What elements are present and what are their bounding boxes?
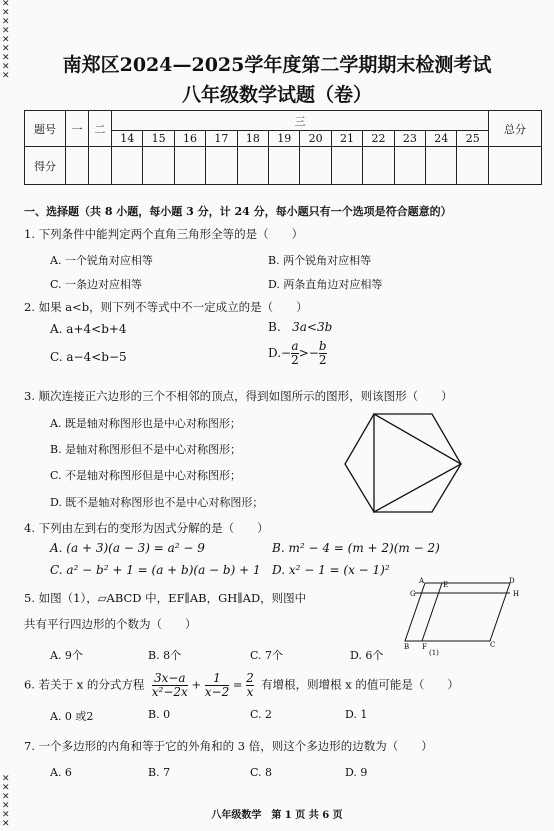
q6-stem-pre: 6. 若关于 x 的分式方程: [24, 677, 145, 692]
page-footer: 八年级数学 第 1 页 共 6 页: [211, 810, 343, 821]
q1-option-c[interactable]: C. 一条边对应相等: [50, 278, 143, 291]
fig-label-b: B: [404, 643, 410, 651]
score-cell[interactable]: [143, 147, 174, 185]
q2-option-c[interactable]: C. a−4<b−5: [50, 350, 127, 364]
sub-question-number: 19: [269, 131, 300, 147]
q1-option-a[interactable]: A. 一个锐角对应相等: [50, 254, 153, 267]
score-cell[interactable]: [457, 147, 489, 185]
frac-numerator: 2: [246, 671, 254, 685]
q7-stem: 7. 一个多边形的内角和等于它的外角和的 3 倍，则这个多边形的边数为（ ）: [24, 739, 433, 753]
sub-question-number: 25: [457, 131, 489, 147]
q5-stem-line2: 共有平行四边形的个数为（ ）: [24, 617, 197, 631]
q6-fraction-3: [246, 672, 254, 699]
q6-option-d[interactable]: D. 1: [345, 708, 368, 721]
score-cell[interactable]: [331, 147, 362, 185]
col-total: 总分: [489, 111, 542, 147]
q2-option-b-text: 3a<3b: [292, 320, 333, 334]
q4-option-a[interactable]: A. (a + 3)(a − 3) = a² − 9: [50, 541, 205, 555]
q6-fraction-2: [205, 672, 229, 699]
frac-numerator: 3x−a: [152, 672, 188, 686]
sub-question-number: 18: [237, 131, 268, 147]
q4-stem: 4. 下列由左到右的变形为因式分解的是（ ）: [24, 521, 269, 535]
score-cell[interactable]: [394, 147, 425, 185]
score-cell-total[interactable]: [489, 147, 542, 185]
q3-option-b[interactable]: B. 是轴对称图形但不是中心对称图形；: [50, 443, 242, 456]
q6-option-c[interactable]: C. 2: [250, 708, 273, 721]
frac-denominator: x−2: [204, 685, 230, 700]
frac-numerator: 1: [205, 672, 229, 686]
parallelogram-figure: [405, 577, 535, 657]
q6-option-b[interactable]: B. 0: [148, 708, 171, 721]
frac-numerator: a: [291, 339, 299, 353]
q1-option-b[interactable]: B. 两个锐角对应相等: [268, 254, 372, 267]
score-cell[interactable]: [66, 147, 89, 185]
q2-d-frac-a: [291, 340, 299, 367]
q3-option-a[interactable]: A. 既是轴对称图形也是中心对称图形；: [50, 417, 241, 430]
q6-equals: =: [232, 677, 243, 692]
q4-option-d[interactable]: D. x² − 1 = (x − 1)²: [272, 563, 390, 577]
sub-question-number: 23: [394, 131, 425, 147]
col-section-two: 二: [89, 111, 112, 147]
q2-stem: 2. 如果 a<b，则下列不等式中不一定成立的是（ ）: [24, 300, 308, 314]
q5-option-b[interactable]: B. 8个: [148, 649, 182, 662]
fig-caption: (1): [429, 649, 439, 657]
score-cell[interactable]: [89, 147, 112, 185]
q3-stem: 3. 顺次连接正六边形的三个不相邻的顶点，得到如图所示的图形，则该图形（ ）: [24, 389, 453, 403]
sub-question-number: 15: [143, 131, 174, 147]
fig-label-h: H: [513, 590, 520, 598]
score-cell[interactable]: [426, 147, 457, 185]
q2-option-b[interactable]: [268, 320, 332, 334]
q4-option-c[interactable]: C. a² − b² + 1 = (a + b)(a − b) + 1: [50, 563, 261, 577]
q5-option-c[interactable]: C. 7个: [250, 649, 284, 662]
score-cell[interactable]: [363, 147, 394, 185]
q6-option-a[interactable]: A. 0 或2: [50, 710, 94, 723]
q4-option-b[interactable]: B. m² − 4 = (m + 2)(m − 2): [272, 541, 440, 555]
q3-option-c[interactable]: C. 不是轴对称图形但是中心对称图形；: [50, 469, 242, 482]
q7-option-a[interactable]: A. 6: [50, 766, 72, 779]
sub-question-number: 17: [206, 131, 237, 147]
q7-option-d[interactable]: D. 9: [345, 766, 368, 779]
q1-stem: 1. 下列条件中能判定两个直角三角形全等的是（ ）: [24, 227, 304, 241]
fig-label-g: G: [410, 590, 416, 598]
fig-label-d: D: [509, 577, 515, 585]
sub-question-number: 16: [174, 131, 205, 147]
hexagon-figure: [340, 408, 470, 518]
q6-plus: +: [191, 677, 202, 692]
score-cell[interactable]: [300, 147, 331, 185]
fig-label-f: F: [422, 643, 427, 651]
frac-denominator: 2: [291, 353, 299, 368]
q3-option-d[interactable]: D. 既不是轴对称图形也不是中心对称图形；: [50, 496, 264, 509]
sub-question-number: 24: [426, 131, 457, 147]
fig-label-e: E: [443, 581, 449, 589]
frac-denominator: x: [246, 685, 254, 700]
section1-header: 一、选择题（共 8 小题，每小题 3 分，计 24 分，每小题只有一个选项是符合题意的）: [24, 205, 452, 218]
score-cell[interactable]: [269, 147, 300, 185]
q7-option-c[interactable]: C. 8: [250, 766, 273, 779]
col-section-one: 一: [66, 111, 89, 147]
fig-label-c: C: [490, 641, 496, 649]
q2-d-frac-b: [319, 340, 327, 367]
binding-margin-bottom: ✕ ✕ ✕ ✕ ✕ ✕: [2, 774, 10, 829]
frac-denominator: 2: [318, 353, 327, 368]
sub-question-number: 14: [112, 131, 143, 147]
score-table: [24, 110, 542, 185]
binding-margin-top: ✕ ✕ ✕ ✕ ✕ ✕ ✕ ✕ ✕: [2, 0, 10, 81]
q1-option-d[interactable]: D. 两条直角边对应相等: [268, 278, 383, 291]
score-cell[interactable]: [112, 147, 143, 185]
label-score: 得分: [25, 147, 66, 185]
q2-option-b-letter: B.: [268, 320, 281, 334]
frac-denominator: x²−2x: [151, 685, 188, 700]
q2-option-a[interactable]: A. a+4<b+4: [50, 322, 127, 336]
q6-fraction-1: [152, 672, 188, 699]
q6-stem: [24, 672, 459, 699]
col-section-three: 三: [112, 111, 489, 131]
exam-title: 南郑区2024—2025学年度第二学期期末检测考试: [62, 54, 492, 76]
sub-question-number: 22: [363, 131, 394, 147]
q2-option-d-letter: D.: [268, 346, 282, 361]
score-cell[interactable]: [174, 147, 205, 185]
q6-stem-post: 有增根，则增根 x 的值可能是（ ）: [261, 677, 459, 692]
label-question-number: 题号: [25, 111, 66, 147]
score-cell[interactable]: [206, 147, 237, 185]
q7-option-b[interactable]: B. 7: [148, 766, 171, 779]
score-cell[interactable]: [237, 147, 268, 185]
q2-option-d[interactable]: D.− $\frac{a}{2}$ >− $\frac{b}{2}$: [268, 339, 327, 368]
q5-option-a[interactable]: A. 9个: [50, 649, 83, 662]
frac-numerator: b: [318, 339, 327, 353]
exam-subtitle: 八年级数学试题（卷）: [181, 84, 372, 106]
q5-option-d[interactable]: D. 6个: [350, 649, 384, 662]
q2-d-relation: >: [298, 346, 309, 361]
fig-label-a: A: [419, 577, 425, 585]
q5-stem: 5. 如图（1），▱ABCD 中，EF∥AB，GH∥AD，则图中: [24, 591, 307, 605]
sub-question-number: 21: [331, 131, 362, 147]
sub-question-number: 20: [300, 131, 331, 147]
